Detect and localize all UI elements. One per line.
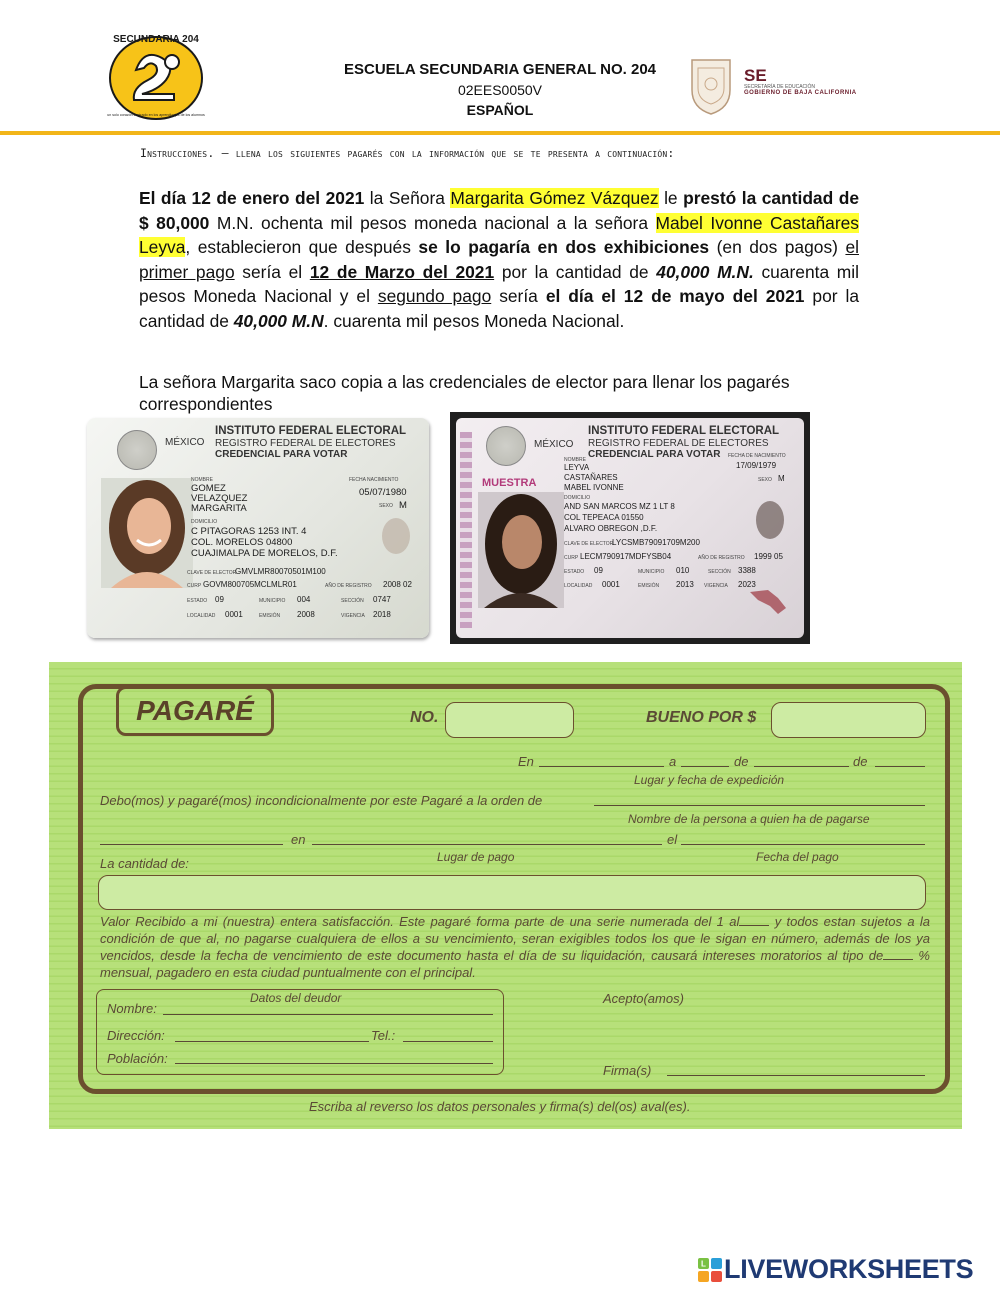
- payment-date-caption: Fecha del pago: [756, 850, 839, 864]
- government-logo: [686, 54, 876, 120]
- copy-paragraph: La señora Margarita saco copia a las credenciales de elector para llenar los pagarés correspondientes: [139, 372, 790, 414]
- card1-photo: [101, 478, 193, 588]
- school-logo-motto: un solo corazón centrado en los aprendizajes de los alumnos: [107, 113, 205, 117]
- signature-line[interactable]: [667, 1075, 925, 1076]
- gov-line2: GOBIERNO DE BAJA CALIFORNIA: [744, 90, 857, 96]
- debtor-name-line[interactable]: [163, 1014, 493, 1015]
- header-divider: [0, 131, 1000, 135]
- gov-short: SE: [744, 66, 767, 85]
- debtor-town-line[interactable]: [175, 1063, 493, 1064]
- debtor-phone-line[interactable]: [403, 1041, 493, 1042]
- no-label: NO.: [410, 709, 439, 726]
- gov-line1: SECRETARÍA DE EDUCACIÓN: [744, 84, 816, 90]
- school-title: ESCUELA SECUNDARIA GENERAL NO. 204: [344, 61, 656, 78]
- sample-label: MUESTRA: [482, 477, 537, 489]
- pagare-number-field[interactable]: [445, 702, 574, 738]
- bueno-por-label: BUENO POR $: [646, 709, 757, 726]
- liveworksheets-logo-icon: [698, 1258, 722, 1282]
- school-logo: [104, 28, 208, 122]
- place-date-caption: Lugar y fecha de expedición: [634, 773, 785, 787]
- pagare-footer: Escriba al reverso los datos personales y firma(s) del(os) aval(es).: [309, 1099, 691, 1114]
- subject-label: ESPAÑOL: [466, 102, 534, 118]
- payee-line[interactable]: [594, 805, 925, 806]
- lender-name: Margarita Gómez Vázquez: [450, 188, 659, 208]
- payment-place-line[interactable]: [312, 844, 662, 845]
- acepto-label: Acepto(amos): [603, 991, 684, 1006]
- state-shield-icon: [686, 54, 736, 116]
- payee-caption: Nombre de la persona a quien ha de pagarse: [628, 812, 870, 826]
- card1-ghost-photo: [377, 516, 415, 562]
- debtor-data-caption: Datos del deudor: [250, 991, 342, 1005]
- school-code: 02EES0050V: [457, 82, 543, 98]
- mexico-seal-icon: [486, 426, 526, 466]
- amount-words-field[interactable]: [98, 875, 926, 910]
- voter-id-card-margarita: MÉXICO INSTITUTO FEDERAL ELECTORAL REGISTRO FEDERAL DE ELECTORES CREDENCIAL PARA VOTAR NOMBRE GOMEZ VELAZQUEZ MARGARITA FECHA NACIMIENTO 05/07/1980 SEXO M DOMICILIO C PITAGORAS 1253 INT. 4 COL. MORELOS 04800 CUAJIMALPA DE MORELOS, D.F. CLAVE DE ELECTOR GMVLMR80070501M100 CURP GOVM800705MCLMLR01 AÑO DE REGISTRO 2008 02 ESTADO 09 MUNICIPIO 004 SECCIÓN 0747 LOCALIDAD 0001 EMISIÓN 2008 VIGENCIA 2018: [87, 418, 429, 638]
- pagare-title: PAGARÉ: [116, 686, 274, 736]
- place-issue-line[interactable]: [539, 766, 664, 767]
- borrower-name: Mabel Ivonne Castañares Leyva: [139, 212, 859, 258]
- case-paragraph: El día 12 de enero del 2021 la Señora Margarita Gómez Vázquez le prestó la cantidad de $ 80,000 M.N. ochenta mil pesos moneda nacional a la señora Mabel Ivonne Castañares Leyva, establecieron que después se lo pagaría en dos exhibiciones (en dos pagos) el primer pago sería el 12 de Marzo del 2021 por la cantidad de 40,000 M.N. cuarenta mil pesos Moneda Nacional y el segundo pago sería el día el 12 de mayo del 2021 por la cantidad de 40,000 M.N. cuarenta mil pesos Moneda Nacional.: [139, 188, 860, 331]
- month-issue-line[interactable]: [754, 766, 849, 767]
- school-logo-text: SECUNDARIA 204: [113, 34, 199, 45]
- mexico-seal-icon: [117, 430, 157, 470]
- firma-label: Firma(s): [603, 1063, 652, 1078]
- liveworksheets-brand: LIVEWORKSHEETS: [724, 1254, 974, 1284]
- voter-id-card-mabel: MÉXICO INSTITUTO FEDERAL ELECTORAL REGISTRO FEDERAL DE ELECTORES CREDENCIAL PARA VOTAR MUESTRA NOMBRE LEYVA CASTAÑARES MABEL IVONNE FECHA DE NACIMIENTO 17/09/1979 SEXO M DOMICILIO AND SAN MARCOS MZ 1 LT 8 COL TEPEACA 01550 ALVARO OBREGON ,D.F. CLAVE DE ELECTOR LYCSMB79091709M200 CURP LECM790917MDFYSB04 AÑO DE REGISTRO 1999 05 ESTADO 09 MUNICIPIO 010 SECCIÓN 3388 LOCALIDAD 0001 EMISIÓN 2013 VIGENCIA 2023: [450, 412, 810, 644]
- legal-text: Valor Recibido a mi (nuestra) entera satisfacción. Este pagaré forma parte de una serie numerada del 1 al y todos estan sujetos a la condición de que al, no pagarse cualquiera de ellos a su vencimiento, seran exigibles todos los que le sigan en número, además de los ya vencidos, desde la fecha de vencimiento de este documento hasta el día de su liquidación, causará intereses moratorios al tipo de % mensual, pagadero en esta ciudad puntualmente con el principal.: [100, 914, 931, 980]
- pagare-form: PAGARÉ NO. BUENO POR $ En a de de Lugar y fecha de expedición Debo(mos) y pagaré(mos) incondicionalmente por este Pagaré a la orden de Nombre de la persona a quien ha de pagarse en el La cantidad de: Lugar de pago Fecha del pago Valor Recibido a mi (nuestra) entera satisfacción. Este pagaré forma parte de una serie numerada del 1 al y todos estan sujetos a la condición de que al, no pagarse cualquiera de ellos a su vencimiento, seran exigibles todos los que le sigan en número, además de los ya vencidos, desde la fecha de vencimiento de este documento hasta el día de su liquidación, causará intereses moratorios al tipo de % mensual, pagadero en esta ciudad puntualmente con el principal. Datos del deudor Nombre: Dirección: Tel.: Población: Acepto(amos) Firma(s) Escriba al reverso los datos personales y firma(s) del(os) aval(es).: [49, 662, 962, 1129]
- instructions: Instrucciones. – llena los siguientes pagarés con la información que se te presenta a continuación:: [140, 146, 675, 160]
- year-issue-line[interactable]: [875, 766, 925, 767]
- amount-field[interactable]: [771, 702, 926, 738]
- card2-ghost-photo: [750, 498, 790, 548]
- debo-text: Debo(mos) y pagaré(mos) incondicionalmente por este Pagaré a la orden de: [100, 793, 543, 808]
- school-header: [320, 60, 680, 120]
- series-total-blank[interactable]: [739, 925, 769, 926]
- payment-date-line[interactable]: [681, 844, 925, 845]
- card2-photo: [478, 492, 564, 608]
- payment-place-caption: Lugar de pago: [437, 850, 515, 864]
- interest-rate-blank[interactable]: [883, 959, 913, 960]
- mexico-map-icon: [748, 588, 788, 618]
- debtor-address-line[interactable]: [175, 1041, 369, 1042]
- cantidad-label: La cantidad de:: [100, 856, 189, 871]
- icon-letters: L: [701, 1259, 706, 1269]
- card2-border-pattern: [460, 432, 472, 628]
- day-issue-line[interactable]: [681, 766, 729, 767]
- line-blank-1[interactable]: [100, 844, 283, 845]
